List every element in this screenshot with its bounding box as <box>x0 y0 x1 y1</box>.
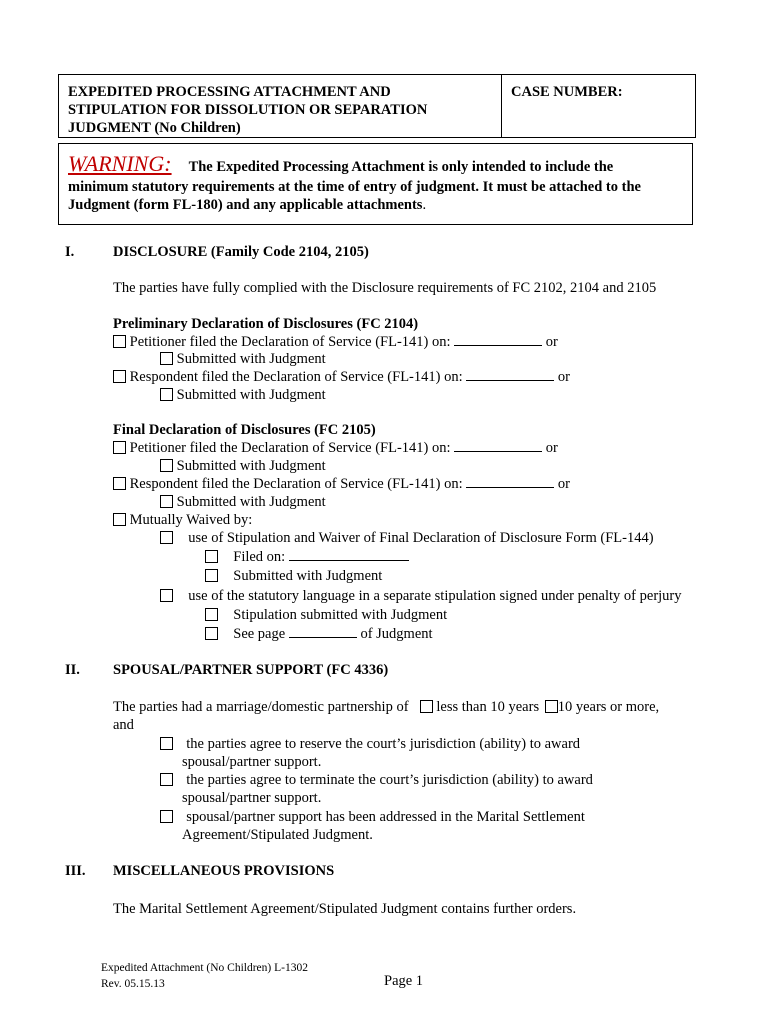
section3-text: The Marital Settlement Agreement/Stipulated Judgment contains further orders. <box>113 901 577 917</box>
final-heading: Final Declaration of Disclosures (FC 2105) <box>113 422 376 438</box>
stipulation-waiver-checkbox[interactable] <box>160 531 173 544</box>
prelim-respondent-label: Respondent filed the Declaration of Service (FL-141) on: <box>129 369 463 385</box>
submitted-label: Submitted with Judgment <box>176 458 326 474</box>
partnership-length-row <box>113 698 659 716</box>
form-title-box <box>58 74 502 138</box>
form-title-line3: JUDGMENT (No Children) <box>68 120 241 136</box>
warning-word: WARNING: <box>68 151 172 176</box>
prelim-heading: Preliminary Declaration of Disclosures (FC 2104) <box>113 316 419 332</box>
final-petitioner-submitted-checkbox[interactable] <box>160 459 173 472</box>
or-label: or <box>545 440 558 456</box>
prelim-petitioner-submitted-row <box>160 350 326 368</box>
less-than-10-label: less than 10 years <box>436 699 540 715</box>
mutually-waived-row <box>113 511 252 529</box>
prelim-respondent-row <box>113 368 570 386</box>
final-respondent-label: Respondent filed the Declaration of Service (FL-141) on: <box>129 476 463 492</box>
reserve-row <box>160 735 580 753</box>
prelim-petitioner-row <box>113 333 558 351</box>
addressed-label: spousal/partner support has been addressed in the Marital Settlement <box>186 809 585 825</box>
and-label: and <box>113 717 134 733</box>
addressed-line2: Agreement/Stipulated Judgment. <box>182 827 373 843</box>
page-number: Page 1 <box>384 973 424 989</box>
filed-on-date-field[interactable] <box>289 548 409 561</box>
final-petitioner-date-field[interactable] <box>454 439 542 452</box>
see-page-number-field[interactable] <box>289 625 357 638</box>
ten-or-more-checkbox[interactable] <box>545 700 558 713</box>
form-title-line1: EXPEDITED PROCESSING ATTACHMENT AND <box>68 84 391 100</box>
section1-heading: DISCLOSURE (Family Code 2104, 2105) <box>113 244 369 260</box>
filed-on-label: Filed on: <box>233 549 286 565</box>
final-petitioner-submitted-row <box>160 457 326 475</box>
prelim-respondent-submitted-checkbox[interactable] <box>160 388 173 401</box>
submitted-label: Submitted with Judgment <box>176 387 326 403</box>
prelim-petitioner-label: Petitioner filed the Declaration of Service (FL-141) on: <box>129 334 451 350</box>
final-petitioner-label: Petitioner filed the Declaration of Service (FL-141) on: <box>129 440 451 456</box>
waiver-submitted-checkbox[interactable] <box>205 569 218 582</box>
prelim-petitioner-checkbox[interactable] <box>113 335 126 348</box>
waiver-submitted-row <box>205 567 382 585</box>
reserve-jurisdiction-checkbox[interactable] <box>160 737 173 750</box>
see-page-label: See page <box>233 626 286 642</box>
reserve-line2: spousal/partner support. <box>182 754 322 770</box>
of-judgment-label: of Judgment <box>360 626 433 642</box>
stipulation-submitted-label: Stipulation submitted with Judgment <box>233 607 448 623</box>
filed-on-row <box>205 548 409 566</box>
see-page-row <box>205 625 433 643</box>
submitted-label: Submitted with Judgment <box>233 568 383 584</box>
warning-text-3: Judgment (form FL-180) and any applicable attachments <box>68 197 423 213</box>
section1-intro: The parties have fully complied with the Disclosure requirements of FC 2102, 2104 and 2105 <box>113 280 657 296</box>
warning-line2: minimum statutory requirements at the time of entry of judgment. It must be attached to the <box>68 179 641 195</box>
prelim-respondent-date-field[interactable] <box>466 368 554 381</box>
section2-heading: SPOUSAL/PARTNER SUPPORT (FC 4336) <box>113 662 389 678</box>
stipulation-submitted-checkbox[interactable] <box>205 608 218 621</box>
terminate-row <box>160 771 593 789</box>
reserve-label: the parties agree to reserve the court’s jurisdiction (ability) to award <box>186 736 581 752</box>
final-respondent-checkbox[interactable] <box>113 477 126 490</box>
warning-text-1: The Expedited Processing Attachment is only intended to include the <box>188 159 614 175</box>
warning-line1 <box>68 152 613 179</box>
statutory-language-checkbox[interactable] <box>160 589 173 602</box>
prelim-petitioner-submitted-checkbox[interactable] <box>160 352 173 365</box>
case-number-label: CASE NUMBER: <box>511 84 623 100</box>
statutory-language-row <box>160 587 682 605</box>
terminate-label: the parties agree to terminate the court’s jurisdiction (ability) to award <box>186 772 593 788</box>
section2-numeral: II. <box>65 662 80 678</box>
final-respondent-submitted-checkbox[interactable] <box>160 495 173 508</box>
warning-period: . <box>422 197 427 213</box>
see-page-checkbox[interactable] <box>205 627 218 640</box>
prelim-petitioner-date-field[interactable] <box>454 333 542 346</box>
partnership-intro: The parties had a marriage/domestic partnership of <box>113 699 409 715</box>
final-respondent-date-field[interactable] <box>466 475 554 488</box>
final-respondent-submitted-row <box>160 493 326 511</box>
prelim-respondent-checkbox[interactable] <box>113 370 126 383</box>
case-number-box[interactable] <box>501 74 696 138</box>
submitted-label: Submitted with Judgment <box>176 494 326 510</box>
addressed-row <box>160 808 585 826</box>
mutually-waived-label: Mutually Waived by: <box>129 512 253 528</box>
statutory-language-label: use of the statutory language in a separate stipulation signed under penalty of perjury <box>188 588 682 604</box>
ten-or-more-label: 10 years or more, <box>557 699 660 715</box>
warning-box <box>58 143 693 225</box>
footer-form-name: Expedited Attachment (No Children) L-1302 <box>101 962 308 974</box>
or-label: or <box>557 476 570 492</box>
final-petitioner-checkbox[interactable] <box>113 441 126 454</box>
stipulation-waiver-label: use of Stipulation and Waiver of Final Declaration of Disclosure Form (FL-144) <box>188 530 654 546</box>
terminate-jurisdiction-checkbox[interactable] <box>160 773 173 786</box>
final-petitioner-row <box>113 439 558 457</box>
prelim-respondent-submitted-row <box>160 386 326 404</box>
mutually-waived-checkbox[interactable] <box>113 513 126 526</box>
terminate-line2: spousal/partner support. <box>182 790 322 806</box>
section3-numeral: III. <box>65 863 86 879</box>
footer-revision: Rev. 05.15.13 <box>101 978 165 990</box>
section3-heading: MISCELLANEOUS PROVISIONS <box>113 863 335 879</box>
warning-line3 <box>68 196 426 214</box>
submitted-label: Submitted with Judgment <box>176 351 326 367</box>
form-title-line2: STIPULATION FOR DISSOLUTION OR SEPARATION <box>68 102 428 118</box>
stipulation-submitted-row <box>205 606 447 624</box>
final-respondent-row <box>113 475 570 493</box>
support-addressed-checkbox[interactable] <box>160 810 173 823</box>
less-than-10-checkbox[interactable] <box>420 700 433 713</box>
or-label: or <box>545 334 558 350</box>
filed-on-checkbox[interactable] <box>205 550 218 563</box>
form-title <box>68 83 427 137</box>
section1-numeral: I. <box>65 244 75 260</box>
stipulation-waiver-row <box>160 529 654 547</box>
or-label: or <box>557 369 570 385</box>
